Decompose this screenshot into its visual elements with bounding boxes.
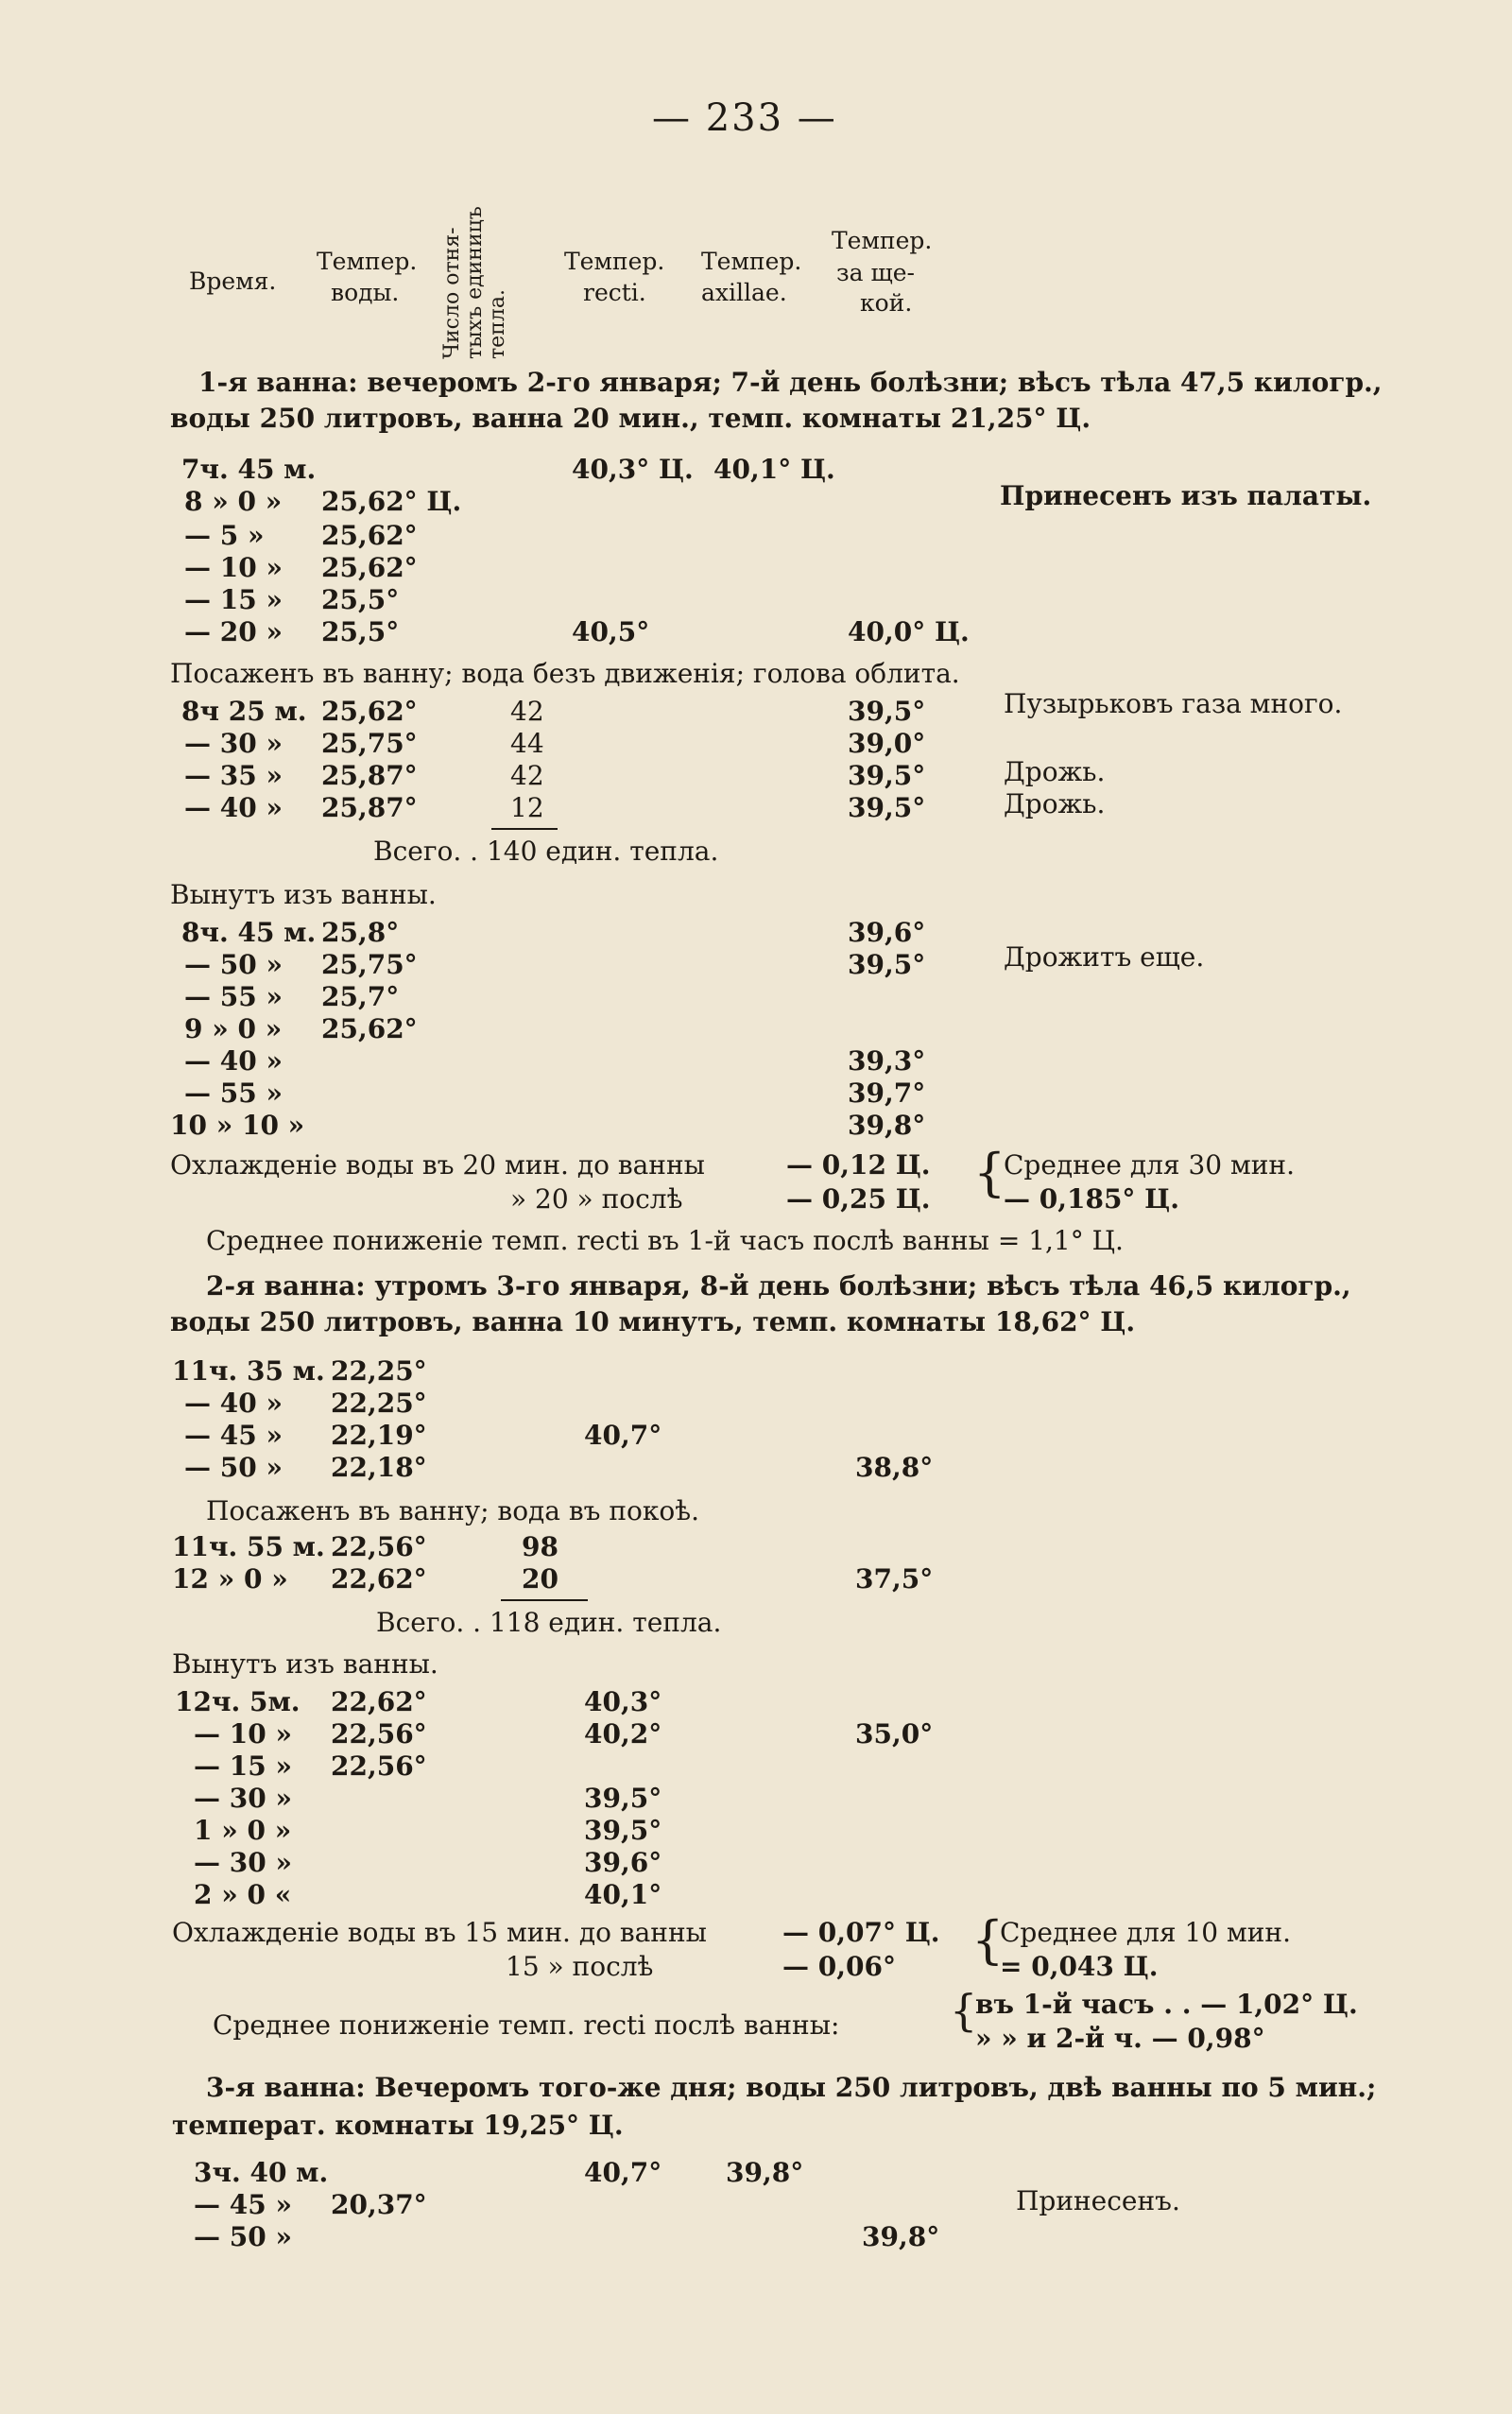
b2-before-water: 22,25° [331,1388,427,1419]
bath1-cool-l1-val: — 0,12 Ц. [786,1149,931,1181]
b1-before-recti: 40,5° [572,616,650,647]
b1-in-time: — 40 » [184,792,283,823]
header-cheek-l2: за ще- [836,259,915,286]
header-axillae-l1: Темпер. [701,248,802,275]
b1-before-time: 8 » 0 » [184,486,283,517]
b1-in-time: 8ч 25 м. [181,696,307,727]
bath1-cool-l2: » 20 » послѣ [510,1183,683,1215]
b1-after-cheek: 39,6° [848,917,926,948]
b1-in-note: Дрожь. [1004,788,1106,819]
b1-in-cheek: 39,5° [848,792,926,823]
bath3-intro-l1: 3-я ванна: Вечеромъ того-же дня; воды 250 литровъ, двѣ ванны по 5 мин.; [206,2072,1377,2103]
bath1-cool-l2-val: — 0,25 Ц. [786,1183,931,1215]
b1-before-water: 25,62° Ц. [321,486,462,517]
header-recti-l2: recti. [583,279,646,306]
b1-after-cheek: 39,7° [848,1078,926,1109]
b2-in-water: 22,62° [331,1563,427,1595]
b2-after-recti: 39,5° [584,1815,662,1846]
header-time: Время. [189,267,277,295]
b2-in-units: 98 [522,1531,558,1562]
b1-after-time: — 55 » [184,1078,283,1109]
b3-time: 3ч. 40 м. [194,2157,329,2188]
bath2-avg-l1: Среднее для 10 мин. [1000,1917,1291,1948]
b1-after-cheek: 39,3° [848,1045,926,1077]
b1-before-cheek: 40,0° Ц. [848,616,970,647]
b3-cheek: 39,8° [862,2221,940,2252]
b2-after-time: — 30 » [194,1783,292,1814]
b2-after-time: — 15 » [194,1750,292,1782]
b1-after-water: 25,75° [321,949,418,980]
b2-after-recti: 40,2° [584,1718,662,1750]
b1-in-note: Дрожь. [1004,756,1106,787]
sum-rule [501,1599,588,1601]
b1-before-water: 25,62° [321,552,418,583]
bath2-removed: Вынутъ изъ ванны. [172,1648,438,1680]
b1-in-cheek: 39,5° [848,696,926,727]
b1-after-water: 25,7° [321,981,400,1012]
b1-before-water: 25,62° [321,520,418,551]
b1-in-note: Пузырьковъ газа много. [1004,688,1343,719]
sum-rule [491,828,558,830]
b1-before-time: — 5 » [184,520,265,551]
b1-in-water: 25,87° [321,792,418,823]
header-cheek-l1: Темпер. [832,227,933,254]
b1-after-time: 10 » 10 » [170,1110,305,1141]
b3-time: — 50 » [194,2221,292,2252]
b2-before-time: — 50 » [184,1452,283,1483]
bath1-intro-l2: воды 250 литровъ, ванна 20 мин., темп. комнаты 21,25° Ц. [170,403,1091,434]
bath1-avg-l2: — 0,185° Ц. [1004,1183,1179,1215]
bath1-drop: Среднее пониженіе темп. recti въ 1-й часъ послѣ ванны = 1,1° Ц. [206,1225,1124,1256]
page-number: — 233 — [652,96,837,140]
bath1-intro-l1: 1-я ванна: вечеромъ 2-го января; 7-й день болѣзни; вѣсъ тѣла 47,5 килогр., [198,367,1383,398]
bath2-cool-l1-val: — 0,07° Ц. [782,1917,940,1948]
b1-after-cheek: 39,5° [848,949,926,980]
b2-after-time: — 10 » [194,1718,292,1750]
b2-after-recti: 40,3° [584,1686,662,1717]
b1-before-time: — 15 » [184,584,283,615]
b3-note: Принесенъ. [1016,2185,1180,2216]
bath1-total: Всего. . 140 един. тепла. [373,836,719,867]
b1-after-note: Дрожитъ еще. [1004,941,1205,973]
b1-before-water: 25,5° [321,584,400,615]
bath2-cool-l2: 15 » послѣ [506,1951,654,1982]
b1-after-cheek: 39,8° [848,1110,926,1141]
b1-in-time: — 35 » [184,760,283,791]
b2-after-time: — 30 » [194,1847,292,1878]
bath2-drop-l2: » » и 2-й ч. — 0,98° [975,2023,1265,2054]
header-heat-units: Число отня- тыхъ единицъ тепла. [440,206,509,359]
b1-in-units: 12 [510,792,544,823]
bath2-avg-l2: = 0,043 Ц. [1000,1951,1159,1982]
b2-after-time: 2 » 0 « [194,1879,292,1910]
bath2-intro-l1: 2-я ванна: утромъ 3-го января, 8-й день болѣзни; вѣсъ тѣла 46,5 килогр., [206,1270,1351,1302]
b2-in-time: 12 » 0 » [172,1563,288,1595]
b1-after-time: — 50 » [184,949,283,980]
b1-in-units: 42 [510,760,544,791]
b1-before-time: — 20 » [184,616,283,647]
b2-before-water: 22,18° [331,1452,427,1483]
b2-after-time: 12ч. 5м. [175,1686,301,1717]
b3-axillae: 39,8° [726,2157,804,2188]
b2-in-cheek: 37,5° [855,1563,934,1595]
bath2-intro-l2: воды 250 литровъ, ванна 10 минутъ, темп. комнаты 18,62° Ц. [170,1306,1136,1337]
bath2-total: Всего. . 118 един. тепла. [376,1607,722,1638]
header-axillae-l2: axillae. [701,279,787,306]
b2-in-water: 22,56° [331,1531,427,1562]
b1-before-water: 25,5° [321,616,400,647]
b1-in-water: 25,87° [321,760,418,791]
b2-before-time: — 45 » [184,1420,283,1451]
b3-time: — 45 » [194,2189,292,2220]
b1-in-units: 42 [510,696,544,727]
header-water-l2: воды. [331,279,400,306]
bath3-intro-l2: температ. комнаты 19,25° Ц. [172,2110,624,2141]
b1-after-water: 25,62° [321,1013,418,1044]
header-cheek-l3: кой. [860,289,913,317]
bath2-cool-l1: Охлажденіе воды въ 15 мин. до ванны [172,1917,707,1948]
brace: { [971,1910,1005,1970]
b1-in-water: 25,75° [321,728,418,759]
b2-in-units: 20 [522,1563,558,1595]
b1-before-time: 7ч. 45 м. [181,454,317,485]
bath2-drop-label: Среднее пониженіе темп. recti послѣ ванны: [213,2009,840,2041]
b2-after-water: 22,56° [331,1750,427,1782]
b1-after-water: 25,8° [321,917,400,948]
bath2-placed: Посаженъ въ ванну; вода въ покоѣ. [206,1495,700,1526]
b1-before-recti: 40,3° Ц. [572,454,694,485]
bath1-cool-l1: Охлажденіе воды въ 20 мин. до ванны [170,1149,705,1181]
b2-after-recti: 39,5° [584,1783,662,1814]
bath1-avg-l1: Среднее для 30 мин. [1004,1149,1295,1181]
b1-after-time: — 55 » [184,981,283,1012]
b1-before-note: Принесенъ изъ палаты. [1000,480,1372,511]
b1-before-time: — 10 » [184,552,283,583]
b2-before-time: 11ч. 35 м. [172,1355,325,1387]
brace: { [950,1985,978,2036]
b2-before-water: 22,19° [331,1420,427,1451]
b3-recti: 40,7° [584,2157,662,2188]
b2-before-recti: 40,7° [584,1420,662,1451]
b1-in-units: 44 [510,728,544,759]
b2-in-time: 11ч. 55 м. [172,1531,325,1562]
b2-before-water: 22,25° [331,1355,427,1387]
bath1-placed: Посаженъ въ ванну; вода безъ движенія; голова облита. [170,658,960,689]
b2-after-water: 22,56° [331,1718,427,1750]
b1-in-cheek: 39,5° [848,760,926,791]
b2-before-cheek: 38,8° [855,1452,934,1483]
b2-after-time: 1 » 0 » [194,1815,292,1846]
b1-after-time: 8ч. 45 м. [181,917,317,948]
header-recti-l1: Темпер. [564,248,665,275]
brace: { [973,1143,1006,1202]
b2-after-recti: 40,1° [584,1879,662,1910]
b2-after-recti: 39,6° [584,1847,662,1878]
b1-in-cheek: 39,0° [848,728,926,759]
b1-before-axillae: 40,1° Ц. [713,454,835,485]
b2-after-cheek: 35,0° [855,1718,934,1750]
b2-before-time: — 40 » [184,1388,283,1419]
b3-water: 20,37° [331,2189,427,2220]
b1-after-time: 9 » 0 » [184,1013,283,1044]
bath1-removed: Вынутъ изъ ванны. [170,879,437,910]
bath2-drop-l1: въ 1-й часъ . . — 1,02° Ц. [975,1989,1358,2020]
b1-in-water: 25,62° [321,696,418,727]
b1-in-time: — 30 » [184,728,283,759]
b2-after-water: 22,62° [331,1686,427,1717]
bath2-cool-l2-val: — 0,06° [782,1951,896,1982]
b1-after-time: — 40 » [184,1045,283,1077]
header-water-l1: Темпер. [317,248,418,275]
